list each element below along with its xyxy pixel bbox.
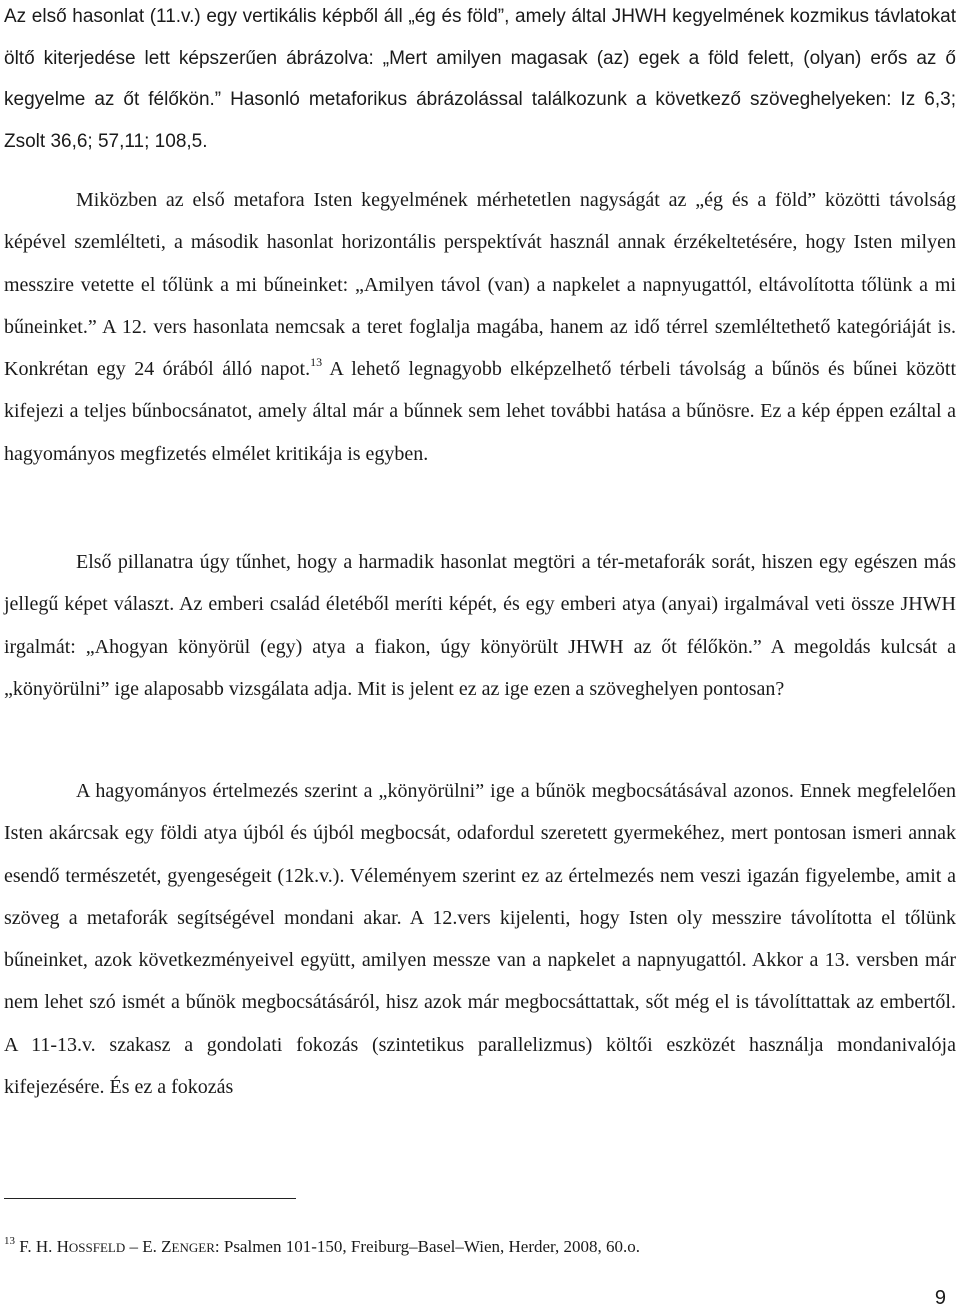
footnote-author1-initials: F. H. H xyxy=(19,1237,69,1256)
footnote-author1-surname: OSSFELD xyxy=(68,1240,126,1255)
footnote xyxy=(4,1236,640,1259)
paragraph-text: A hagyományos értelmezés szerint a „könyörülni” ige a bűnök megbocsátásával azonos. Ennek megfelelően Isten akárcsak egy földi atya újból és újból megbocsát, odafordul szeretett gyermekéhez, mert pontosan ismeri annak esendő természetét, gyengeségeit (12k.v.). Véleményem szerint ez az értelmezés nem veszi igazán figyelembe, amit a szöveg a metaforák segítségével mondani akar. A 12.vers kijelenti, hogy Isten oly messzire távolította el tőlünk bűneinket, azok következményeivel együtt, amilyen messze van a napkelet a napnyugattól. Akkor a 13. versben már nem lehet szó ismét a bűnök megbocsátásáról, hisz azok már megbocsáttattak, sőt még el is távolíttattak az embertől. A 11-13.v. szakasz a gondolati fokozás (szintetikus parallelizmus) költői eszközét használja mondanivalója kifejezésére. És ez a fokozás xyxy=(4,780,956,1099)
footnote-number: 13 xyxy=(4,1235,15,1247)
footnote-dash: – xyxy=(125,1237,143,1256)
footnote-author2-surname: ENGER xyxy=(171,1240,215,1255)
footnote-separator xyxy=(4,1198,296,1199)
footnote-reference[interactable]: 13 xyxy=(310,355,323,370)
paragraph-text-continued: A lehető legnagyobb elképzelhető térbeli távolság a bűnös és bűnei között kifejezi a teljes bűnbocsánatot, amely által már a bűnnek sem lehet további hatása a bűnösre. Ez a kép éppen ezáltal a hagyományos megfizetés elmélet kritikája is egyben. xyxy=(4,358,956,465)
footnote-author2-initials: E. Z xyxy=(142,1237,172,1256)
paragraph-text: Az első hasonlat (11.v.) egy vertikális képből áll „ég és föld”, amely által JHWH kegyelmének kozmikus távlatokat öltő kiterjedése lett képszerűen ábrázolva: „Mert amilyen magasak (az) egek a föld felett, (olyan) erős az ő kegyelme az őt félőkön.” Hasonló metaforikus ábrázolással találkozunk a következő szöveghelyeken: Iz 6,3; Zsolt 36,6; 57,11; 108,5. xyxy=(4,6,956,152)
paragraph-second-simile xyxy=(4,179,956,475)
paragraph-interpretation xyxy=(4,770,956,1108)
paragraph-text: Első pillanatra úgy tűnhet, hogy a harmadik hasonlat megtöri a tér-metaforák sorát, hiszen egy egészen más jellegű képet választ. Az emberi család életéből meríti képét, és egy emberi atya (anyai) irgalmával veti össze JHWH irgalmát: „Ahogyan könyörül (egy) atya a fiakon, úgy könyörült JHWH az őt félőkön.” A megoldás kulcsát a „könyörülni” ige alaposabb vizsgálata adja. Mit is jelent ez az ige ezen a szöveghelyen pontosan? xyxy=(4,551,956,700)
paragraph-text: Miközben az első metafora Isten kegyelmének mérhetetlen nagyságát az „ég és a föld” közötti távolság képével szemlélteti, a második hasonlat horizontális perspektívát használ annak érzékeltetésére, hogy Isten milyen messzire vetette el tőlünk a mi bűneinket: „Amilyen távol (van) a napkelet a napnyugattól, eltávolította tőlünk a mi bűneinket.” A 12. vers hasonlata nemcsak a teret foglalja magába, hanem az idő térrel szemléltethető kategóriáját is. Konkrétan egy 24 órából álló napot. xyxy=(4,189,956,381)
footnote-citation: : Psalmen 101-150, Freiburg–Basel–Wien, Herder, 2008, 60.o. xyxy=(214,1237,641,1256)
paragraph-third-simile xyxy=(4,541,956,710)
paragraph-first-simile xyxy=(4,0,956,162)
page-number: 9 xyxy=(934,1287,946,1309)
